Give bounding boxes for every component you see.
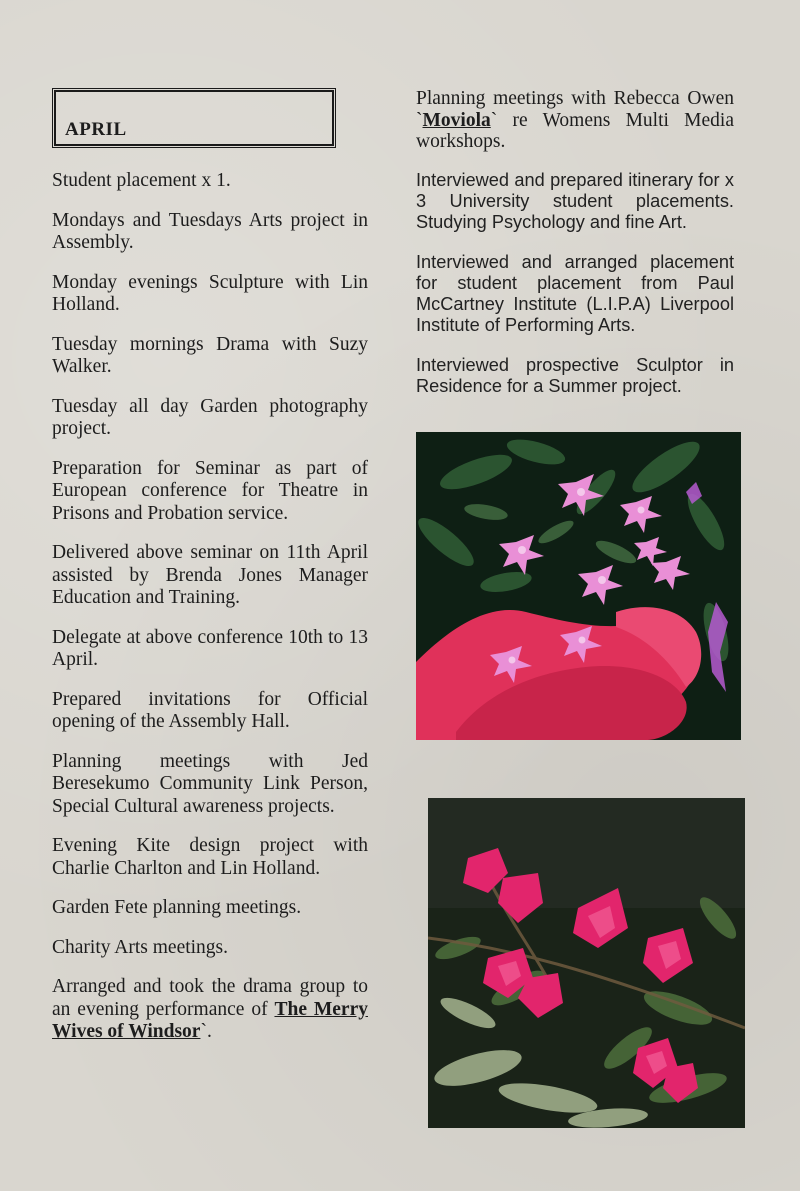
play-title: The Merry Wives of Windsor bbox=[52, 998, 368, 1042]
entry-university-placements: Interviewed and prepared itinerary for x 3 University student placements. Studying Psychology and fine Art. bbox=[416, 169, 734, 232]
entry-lipa-placement: Interviewed and arranged placement for student placement from Paul McCartney Institute (L.I.P.A) Liverpool Institute of Performing Arts. bbox=[416, 251, 734, 335]
entry-kite-design: Evening Kite design project with Charlie Charlton and Lin Holland. bbox=[52, 835, 368, 879]
entry-student-placement: Student placement x 1. bbox=[52, 170, 231, 191]
entry-conference-delegate: Delegate at above conference 10th to 13 April. bbox=[52, 626, 368, 670]
entry-seminar-preparation: Preparation for Seminar as part of European conference for Theatre in Prisons and Probation service. bbox=[52, 457, 368, 524]
photo-bougainvillea bbox=[428, 798, 745, 1128]
entry-seminar-delivered: Delivered above seminar on 11th April assisted by Brenda Jones Manager Education and Training. bbox=[52, 542, 368, 608]
entry-charity-arts: Charity Arts meetings. bbox=[52, 936, 229, 958]
left-column bbox=[52, 88, 368, 1061]
entry-garden-photography: Tuesday all day Garden photography project. bbox=[52, 395, 368, 439]
drama-performance-suffix: `. bbox=[200, 1021, 212, 1042]
bougainvillea-image bbox=[428, 798, 745, 1128]
photo-hands-holding-flowers bbox=[416, 432, 741, 740]
entry-cultural-awareness: Planning meetings with Jed Beresekumo Community Link Person, Special Cultural awareness projects. bbox=[52, 750, 368, 817]
entry-moviola-meetings bbox=[416, 88, 734, 153]
entry-arts-project: Mondays and Tuesdays Arts project in Assembly. bbox=[52, 209, 368, 253]
entry-garden-fete: Garden Fete planning meetings. bbox=[52, 897, 302, 918]
entry-sculpture: Monday evenings Sculpture with Lin Holland. bbox=[52, 271, 368, 315]
entry-drama: Tuesday mornings Drama with Suzy Walker. bbox=[52, 333, 368, 377]
moviola-suffix: ` re Womens Multi Media workshops. bbox=[416, 109, 734, 152]
entry-invitations: Prepared invitations for Official opening of the Assembly Hall. bbox=[52, 688, 368, 732]
drama-performance-prefix: Arranged and took the drama group to an evening performance of bbox=[52, 976, 368, 1020]
moviola-title: Moviola bbox=[422, 109, 491, 131]
month-heading: APRIL bbox=[65, 118, 127, 140]
month-heading-box bbox=[52, 88, 336, 148]
entry-sculptor-residence: Interviewed prospective Sculptor in Residence for a Summer project. bbox=[416, 354, 734, 396]
right-column bbox=[416, 88, 734, 416]
moviola-prefix: Planning meetings with Rebecca Owen ` bbox=[416, 88, 734, 131]
entry-drama-performance bbox=[52, 976, 368, 1044]
hands-flowers-image bbox=[416, 432, 741, 740]
